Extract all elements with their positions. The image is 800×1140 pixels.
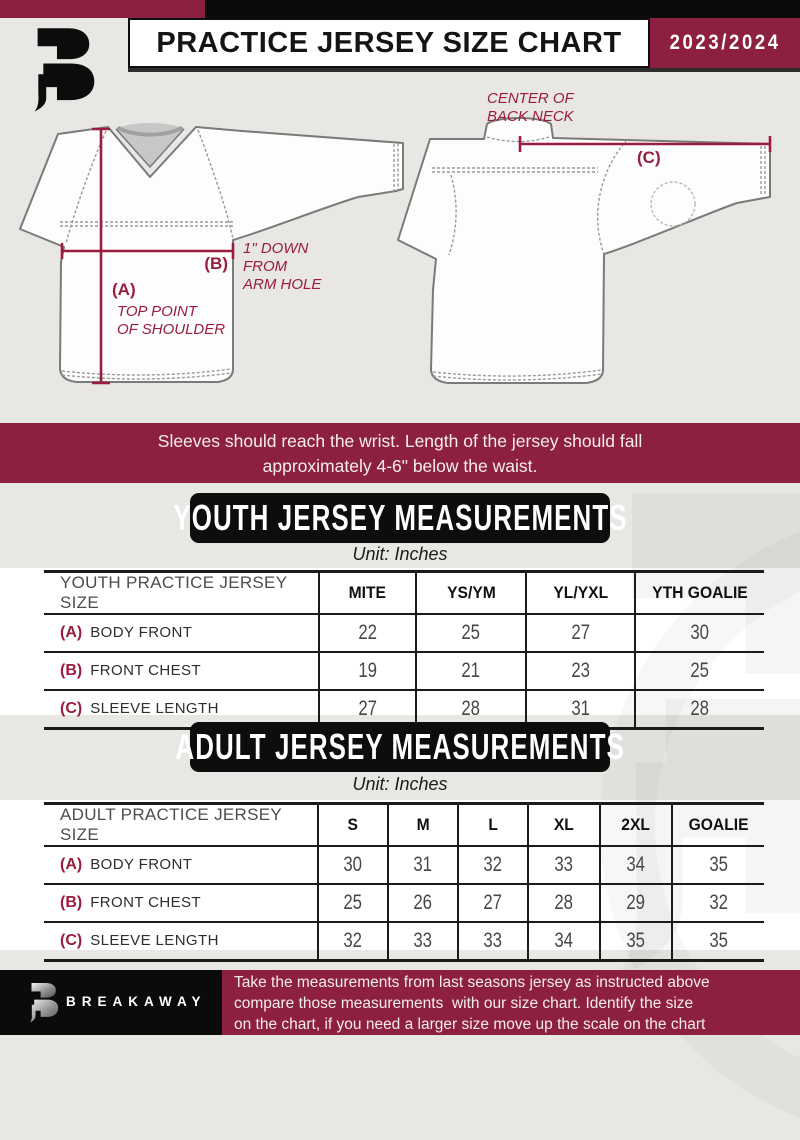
cell-value: 27 <box>483 891 503 914</box>
label-b-desc-2: FROM <box>243 258 288 275</box>
cell-value: 33 <box>413 929 433 952</box>
adult-col-goalie: GOALIE <box>688 815 749 834</box>
row-key: (B) <box>60 894 83 911</box>
row-label: BODY FRONT <box>90 856 193 873</box>
cell-value: 25 <box>690 659 710 682</box>
cell-value: 28 <box>461 697 481 720</box>
season-box <box>650 18 800 68</box>
page-title: PRACTICE JERSEY SIZE CHART <box>156 26 622 59</box>
adult-section-heading <box>175 722 625 772</box>
table-row <box>44 922 764 961</box>
youth-row-header: YOUTH PRACTICE JERSEY SIZE <box>60 573 288 612</box>
row-label: SLEEVE LENGTH <box>90 932 219 949</box>
youth-col-mite: MITE <box>348 583 387 602</box>
instruction-banner <box>0 423 800 483</box>
top-accent-bar-maroon <box>0 0 205 18</box>
row-label: BODY FRONT <box>90 624 193 641</box>
cell-value: 25 <box>343 891 363 914</box>
cell-value: 19 <box>358 659 377 682</box>
cell-value: 27 <box>571 621 590 644</box>
cell-value: 21 <box>461 659 481 682</box>
row-key: (A) <box>60 624 83 641</box>
header <box>128 18 800 68</box>
adult-unit-label: Unit: Inches <box>352 774 448 794</box>
cell-value: 32 <box>483 853 503 876</box>
cell-value: 28 <box>690 697 710 720</box>
row-label: FRONT CHEST <box>90 662 202 679</box>
cell-value: 29 <box>626 891 646 914</box>
footer-brand-block <box>0 970 222 1035</box>
cell-value: 34 <box>626 853 646 876</box>
footer-line-2: compare those measurements with our size chart. Identify the size <box>234 995 694 1012</box>
cell-value: 32 <box>709 891 728 914</box>
label-c: (C) <box>637 148 661 167</box>
cell-value: 22 <box>358 621 377 644</box>
table-row <box>44 614 764 652</box>
cell-value: 25 <box>461 621 481 644</box>
jersey-diagrams <box>0 70 800 422</box>
label-a-desc-2: OF SHOULDER <box>117 321 226 338</box>
cell-value: 27 <box>358 697 377 720</box>
youth-col-ysym: YS/YM <box>446 583 496 602</box>
cell-value: 30 <box>343 853 363 876</box>
cell-value: 35 <box>626 929 646 952</box>
footer-brand-name: BREAKAWAY <box>66 994 207 1009</box>
top-accent-bar-black <box>205 0 800 18</box>
banner-line-1: Sleeves should reach the wrist. Length of the jersey should fall <box>157 431 643 451</box>
cell-value: 32 <box>343 929 363 952</box>
youth-section-heading <box>172 493 628 543</box>
season-label: 2023/2024 <box>669 31 781 54</box>
row-key: (C) <box>60 932 83 949</box>
label-a-desc-1: TOP POINT <box>117 303 198 320</box>
cell-value: 33 <box>554 853 574 876</box>
cell-value: 30 <box>690 621 710 644</box>
breakaway-logo-icon <box>26 24 98 113</box>
label-b-desc-1: 1" DOWN <box>243 240 309 257</box>
youth-heading-text: YOUTH JERSEY MEASUREMENTS <box>172 497 628 538</box>
youth-col-ylyxl: YL/YXL <box>553 583 608 602</box>
adult-row-header: ADULT PRACTICE JERSEY SIZE <box>60 805 282 844</box>
label-b-desc-3: ARM HOLE <box>243 276 322 293</box>
front-jersey-diagram <box>20 123 403 383</box>
title-box <box>128 18 650 68</box>
cell-value: 34 <box>554 929 574 952</box>
adult-col-2xl: 2XL <box>621 815 651 834</box>
cell-value: 28 <box>554 891 574 914</box>
youth-size-table <box>44 570 764 730</box>
back-neck-label-2: BACK NECK <box>487 108 574 125</box>
row-label: FRONT CHEST <box>90 894 202 911</box>
adult-col-l: L <box>488 815 498 834</box>
row-label: SLEEVE LENGTH <box>90 700 219 717</box>
cell-value: 35 <box>709 929 728 952</box>
adult-col-s: S <box>347 815 359 834</box>
youth-header-row <box>44 572 764 615</box>
row-key: (B) <box>60 662 83 679</box>
adult-col-xl: XL <box>553 815 574 834</box>
table-row <box>44 884 764 922</box>
row-key: (A) <box>60 856 83 873</box>
adult-col-m: M <box>416 815 430 834</box>
breakaway-footer-logo-icon <box>26 981 60 1023</box>
adult-header-row <box>44 804 764 847</box>
footer-line-3: on the chart, if you need a larger size move up the scale on the chart <box>234 1016 706 1033</box>
back-jersey-diagram <box>398 90 770 383</box>
cell-value: 31 <box>413 853 433 876</box>
cell-value: 33 <box>483 929 503 952</box>
cell-value: 23 <box>571 659 590 682</box>
adult-heading-text: ADULT JERSEY MEASUREMENTS <box>175 726 625 767</box>
footer-instructions <box>222 970 800 1035</box>
adult-size-table <box>44 802 764 962</box>
table-row <box>44 846 764 884</box>
footer-line-1: Take the measurements from last seasons jersey as instructed above <box>234 974 710 991</box>
banner-line-2: approximately 4-6" below the waist. <box>262 456 538 476</box>
row-key: (C) <box>60 700 83 717</box>
cell-value: 31 <box>571 697 590 720</box>
youth-col-goalie: YTH GOALIE <box>652 583 748 602</box>
back-neck-label-1: CENTER OF <box>487 90 574 107</box>
label-a: (A) <box>112 280 136 299</box>
table-row <box>44 652 764 690</box>
label-b: (B) <box>204 254 228 273</box>
cell-value: 26 <box>413 891 433 914</box>
cell-value: 35 <box>709 853 728 876</box>
youth-unit-label: Unit: Inches <box>352 544 448 564</box>
